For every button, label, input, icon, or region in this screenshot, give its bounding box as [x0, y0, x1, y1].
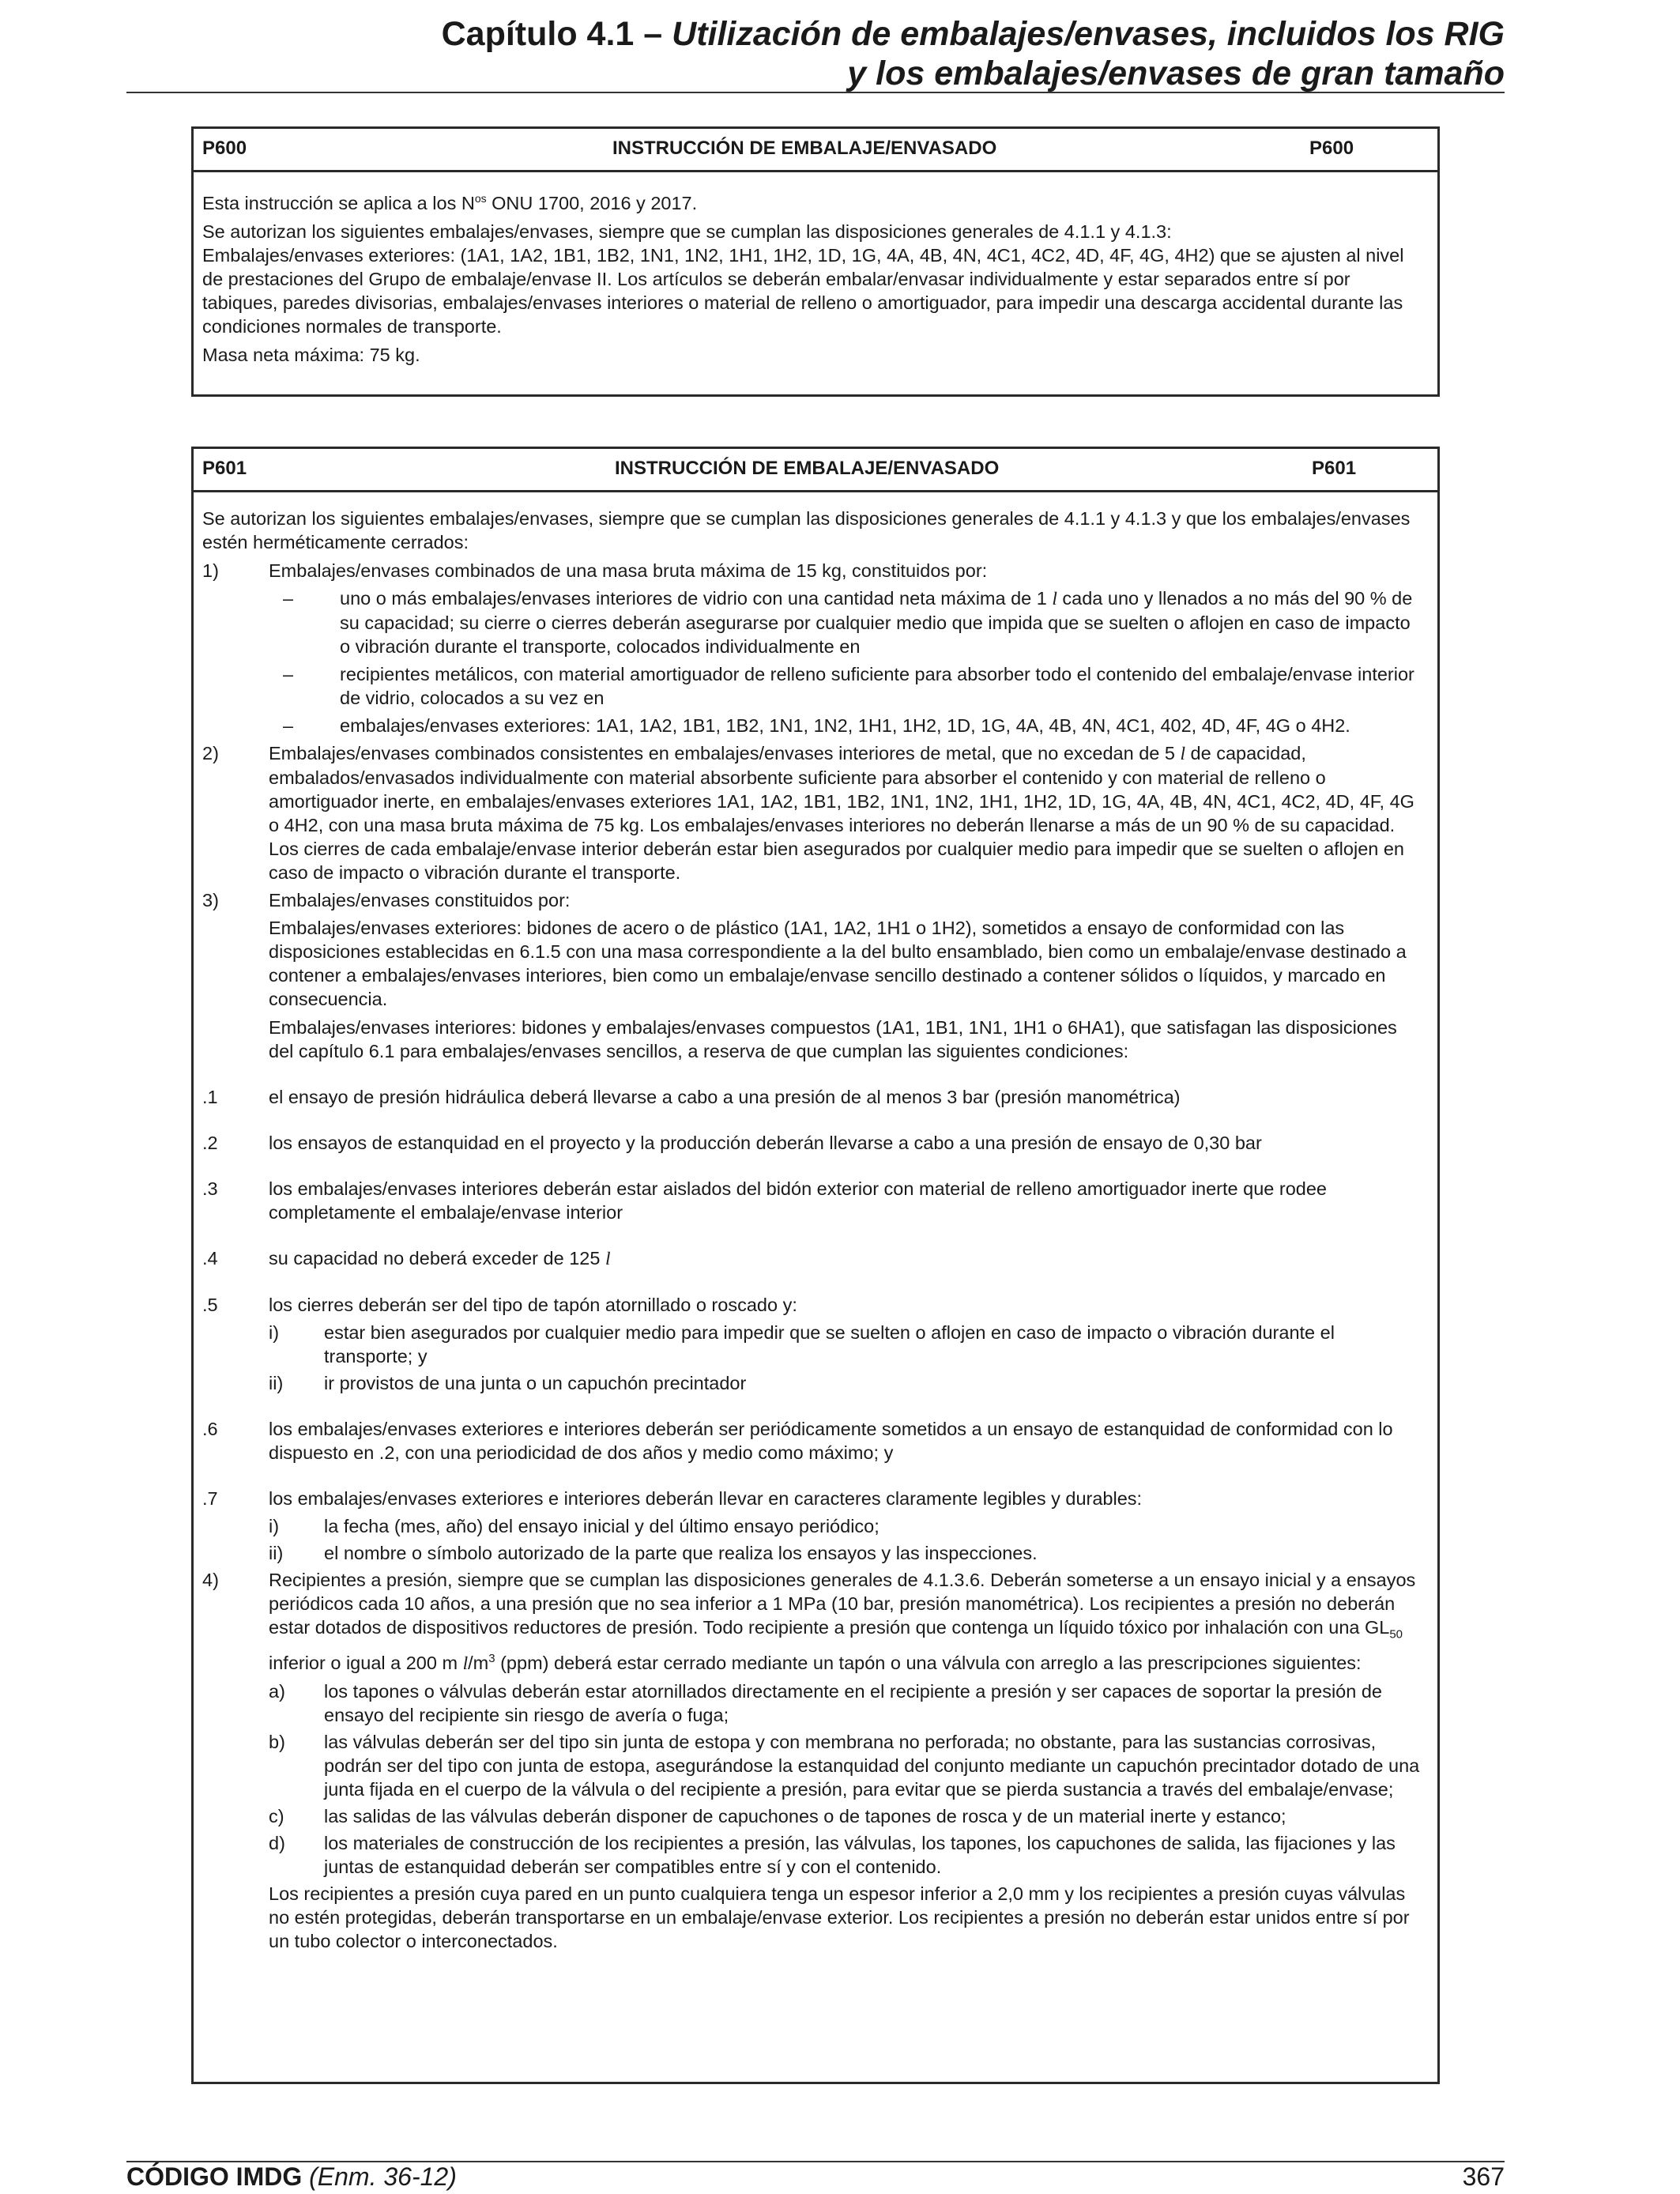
p600-heading: INSTRUCCIÓN DE EMBALAJE/ENVASADO — [612, 138, 997, 159]
cond-2 — [202, 1131, 1422, 1155]
item-2-text — [269, 741, 1422, 884]
item-1-text: Embalajes/envases combinados de una masa bruta máxima de 15 kg, constituidos por: — [269, 560, 988, 581]
chapter-header — [126, 14, 1505, 93]
cond-5-num: .5 — [202, 1295, 218, 1315]
cond-4-pre: su capacidad no deberá exceder de 125 — [269, 1248, 605, 1269]
footer-amendment: (Enm. 36-12) — [302, 2162, 457, 2191]
cond-4-text — [269, 1246, 1422, 1271]
item-4-b-text: las válvulas deberán ser del tipo sin junta de estopa y con membrana no perforada; no obstante, para las sustancias corrosivas, podrán ser del tipo con junta de estopa, asegurándose la estanquidad del conjunto mediante un capuchón precintador dotado de una junta fijada en el cuerpo de la válvula o del recipiente a presión, para evitar que se pierda sustancia a través del embalaje/envase; — [324, 1731, 1420, 1800]
item-4 — [202, 1568, 1422, 1676]
item-4-a-text: los tapones o válvulas deberán estar atornillados directamente en el recipiente a presión y ser capaces de soportar la presión de ensayo del recipiente sin riesgo de avería o fuga; — [324, 1680, 1382, 1725]
p600-body — [194, 172, 1437, 383]
cond-6-text: los embalajes/envases exteriores e interiores deberán ser periódicamente sometidos a un ensayo de estanquidad de conformidad con lo dispuesto en .2, con una periodicidad de dos años y medio como máximo; y — [269, 1419, 1393, 1463]
item-1-dash-3-text: embalajes/envases exteriores: 1A1, 1A2, 1B1, 1B2, 1N1, 1N2, 1H1, 1H2, 1D, 1G, 4A, 4B, 4N, 4C1, 402, 4D, 4F, 4G o 4H2. — [340, 715, 1350, 736]
p600-mass: Masa neta máxima: 75 kg. — [202, 344, 420, 365]
item-1-dash-1-text — [340, 586, 1422, 658]
item-4-d — [202, 1831, 1422, 1879]
cond-5-text: los cierres deberán ser del tipo de tapón atornillado o roscado y: — [269, 1295, 797, 1315]
item-4-text — [269, 1568, 1422, 1676]
item-4-c — [202, 1804, 1422, 1828]
chapter-number: Capítulo 4.1 – — [441, 15, 672, 53]
item-2-pre: Embalajes/envases combinados consistentes en embalajes/envases interiores de metal, que no excedan de 5 — [269, 743, 1181, 763]
cond-2-num: .2 — [202, 1133, 218, 1153]
header-rule — [126, 92, 1505, 93]
item-1-dash-3 — [202, 714, 1422, 737]
cond-4 — [202, 1246, 1422, 1271]
item-1-dash-2 — [202, 662, 1422, 710]
p600-code-left: P600 — [202, 138, 247, 159]
item-4-b — [202, 1730, 1422, 1801]
cond-7-i — [202, 1514, 1422, 1538]
item-2 — [202, 741, 1422, 884]
dash-bullet: – — [283, 588, 294, 609]
cond-1 — [202, 1085, 1422, 1109]
cond-1-text: el ensayo de presión hidráulica deberá llevarse a cabo a una presión de al menos 3 bar (presión manométrica) — [269, 1087, 1181, 1107]
litre-symbol: l — [605, 1249, 611, 1269]
item-4-d-text: los materiales de construcción de los recipientes a presión, las válvulas, los tapones, los capuchones de salida, las fijaciones y las juntas de estanquidad deberán ser compatibles entre sí y con el contenido. — [324, 1832, 1396, 1877]
cond-5-i — [202, 1321, 1422, 1368]
dash-bullet: – — [283, 715, 294, 736]
litre-symbol: l — [462, 1653, 469, 1674]
cond-7-ii-text: el nombre o símbolo autorizado de la parte que realiza los ensayos y las inspecciones. — [324, 1543, 1038, 1563]
item-4-a — [202, 1679, 1422, 1727]
item-2-post: de capacidad, embalados/envasados individualmente con material absorbente suficiente para absorber el contenido y con material de relleno o amortiguador inerte, en embalajes/envases exteriores 1A1, 1A2, 1B1, 1B2, 1N1, 1N2, 1H1, 1H2, 1D, 1G, 4A, 4B, 4N, 4C1, 4C2, 4D, 4F, 4G o 4H2, con una masa bruta máxima de 75 kg. Los embalajes/envases interiores no deberán llenarse a más de un 90 % de su capacidad. Los cierres de cada embalaje/envase interior deberán estar bien asegurados por cualquier medio para impedir que se suelten o aflojen en caso de impacto o vibración durante el transporte. — [269, 743, 1414, 883]
chapter-title-line1 — [126, 14, 1505, 54]
item-1-dash-2-text: recipientes metálicos, con material amortiguador de relleno suficiente para absorber todo el contenido del embalaje/envase interior de vidrio, colocados a su vez en — [340, 664, 1414, 708]
item-4-c-text: las salidas de las válvulas deberán disponer de capuchones o de tapones de rosca y de un material inerte y estanco; — [324, 1805, 1286, 1826]
p600-authorized: Se autorizan los siguientes embalajes/envases, siempre que se cumplan las disposiciones generales de 4.1.1 y 4.1.3: — [202, 221, 1172, 242]
p600-applies-post: ONU 1700, 2016 y 2017. — [486, 192, 698, 213]
cond-7 — [202, 1487, 1422, 1510]
cond-5-ii-text: ir provistos de una junta o un capuchón precintador — [324, 1373, 747, 1393]
p601-intro: Se autorizan los siguientes embalajes/envases, siempre que se cumplan las disposiciones generales de 4.1.1 y 4.1.3 y que los embalajes/envases estén herméticamente cerrados: — [202, 508, 1411, 552]
item-4-c-num: c) — [269, 1805, 284, 1826]
p601-code-left: P601 — [202, 458, 247, 479]
item-4-final: Los recipientes a presión cuya pared en un punto cualquiera tenga un espesor inferior a 2,0 mm y los recipientes a presión cuyas válvulas no estén protegidas, deberán transportarse en un embalaje/envase exterior. Los recipientes a presión no deberán estar unidos entre sí por un tubo colector o interconectados. — [269, 1883, 1410, 1951]
cond-7-ii — [202, 1541, 1422, 1565]
footer-code-name: CÓDIGO IMDG — [126, 2162, 303, 2191]
cond-5-i-num: i) — [269, 1322, 280, 1343]
p600-outer: Embalajes/envases exteriores: (1A1, 1A2, 1B1, 1B2, 1N1, 1N2, 1H1, 1H2, 1D, 1G, 4A, 4B, 4N, 4C1, 4C2, 4D, 4F, 4G, 4H2) que se ajusten al nivel de prestaciones del Grupo de embalaje/envase II. Los artículos se deberán embalar/envasar individualmente y estar separados entre sí por tabiques, paredes divisorias, embalajes/envases interiores o material de relleno o amortiguador, para impedir una descarga accidental durante las condiciones normales de transporte. — [202, 244, 1404, 337]
cond-3-text: los embalajes/envases interiores deberán estar aislados del bidón exterior con material de relleno amortiguador inerte que rodee completamente el embalaje/envase interior — [269, 1178, 1327, 1223]
cond-7-i-text: la fecha (mes, año) del ensayo inicial y del último ensayo periódico; — [324, 1516, 880, 1536]
litre-symbol: l — [1180, 744, 1186, 764]
p600-box — [191, 126, 1440, 397]
p601-heading: INSTRUCCIÓN DE EMBALAJE/ENVASADO — [615, 458, 1000, 479]
cond-3-num: .3 — [202, 1178, 218, 1199]
item-4-mid: inferior o igual a 200 m — [269, 1652, 463, 1673]
page-number: 367 — [1462, 2162, 1505, 2191]
item-3-inner: Embalajes/envases interiores: bidones y embalajes/envases compuestos (1A1, 1B1, 1N1, 1H1 o 6HA1), que satisfagan las disposiciones del capítulo 6.1 para embalajes/envases sencillos, a reserva de que cumplan las siguientes condiciones: — [269, 1017, 1397, 1061]
footer-code — [126, 2162, 457, 2192]
cond-2-text: los ensayos de estanquidad en el proyecto y la producción deberán llevarse a cabo a una presión de ensayo de 0,30 bar — [269, 1133, 1262, 1153]
p600-header — [194, 129, 1437, 172]
litre-symbol: l — [1052, 589, 1057, 609]
cond-5-ii — [202, 1371, 1422, 1395]
item-4-unit: /m — [468, 1652, 489, 1673]
p600-applies-text: Esta instrucción se aplica a los N — [202, 192, 475, 213]
p601-header — [194, 449, 1437, 492]
item-4-pre: Recipientes a presión, siempre que se cumplan las disposiciones generales de 4.1.3.6. Deberán someterse a un ensayo inicial y a ensayos periódicos cada 10 años, a una presión que no sea inferior a 1 MPa (10 bar, presión manométrica). Los recipientes a presión no deberán estar dotados de dispositivos reductores de presión. Todo recipiente a presión que contenga un líquido tóxico por inhalación con una GL — [269, 1570, 1416, 1638]
dash-1-pre: uno o más embalajes/envases interiores de vidrio con una cantidad neta máxima de 1 — [340, 588, 1053, 609]
item-1-num: 1) — [202, 560, 219, 581]
cond-5-ii-num: ii) — [269, 1373, 284, 1393]
p600-applies — [202, 187, 1422, 215]
item-4-num: 4) — [202, 1570, 219, 1590]
item-1-dash-1 — [202, 586, 1422, 658]
item-4-sub: 50 — [1389, 1627, 1403, 1642]
p600-code-right: P600 — [1309, 138, 1354, 159]
item-1 — [202, 559, 1422, 582]
cond-6 — [202, 1417, 1422, 1465]
cond-6-num: .6 — [202, 1419, 218, 1439]
item-3-num: 3) — [202, 890, 219, 910]
cond-4-num: .4 — [202, 1248, 218, 1269]
p600-applies-sup: os — [474, 192, 487, 205]
cond-7-num: .7 — [202, 1488, 218, 1509]
item-3 — [202, 888, 1422, 912]
cond-7-i-num: i) — [269, 1516, 280, 1536]
chapter-title: Utilización de embalajes/envases, incluidos los RIG — [672, 15, 1505, 53]
dash-bullet: – — [283, 664, 294, 684]
chapter-title-line2: y los embalajes/envases de gran tamaño — [847, 55, 1505, 92]
p601-code-right: P601 — [1312, 458, 1357, 479]
item-3-text: Embalajes/envases constituidos por: — [269, 890, 571, 910]
cond-7-text: los embalajes/envases exteriores e interiores deberán llevar en caracteres claramente legibles y durables: — [269, 1488, 1143, 1509]
p601-body — [194, 492, 1437, 1969]
item-4-d-num: d) — [269, 1832, 285, 1853]
item-4-post: (ppm) deberá estar cerrado mediante un tapón o una válvula con arreglo a las prescripciones siguientes: — [495, 1652, 1362, 1673]
cond-5-i-text: estar bien asegurados por cualquier medio para impedir que se suelten o aflojen en caso de impacto o vibración durante el transporte; y — [324, 1322, 1335, 1367]
item-4-sup: 3 — [488, 1651, 495, 1665]
item-4-a-num: a) — [269, 1680, 285, 1702]
p601-box — [191, 447, 1440, 2084]
dash-1-post: cada uno y llenados a no más del 90 % de su capacidad; su cierre o cierres deberán asegurarse por cualquier medio que impida que se suelten o aflojen en caso de impacto o vibración durante el transporte, colocados individualmente en — [340, 588, 1413, 657]
cond-7-ii-num: ii) — [269, 1543, 284, 1563]
cond-5 — [202, 1293, 1422, 1317]
cond-3 — [202, 1177, 1422, 1224]
item-4-b-num: b) — [269, 1731, 285, 1752]
item-3-outer: Embalajes/envases exteriores: bidones de acero o de plástico (1A1, 1A2, 1H1 o 1H2), sometidos a ensayo de conformidad con las disposiciones establecidas en 6.1.5 con una masa correspondiente a la del bulto ensamblado, bien como un embalaje/envase destinado a contener a embalajes/envases interiores, bien como un embalaje/envase sencillo destinado a contener sólidos o líquidos, y marcado en consecuencia. — [269, 918, 1407, 1009]
cond-1-num: .1 — [202, 1087, 218, 1107]
item-2-num: 2) — [202, 743, 219, 763]
